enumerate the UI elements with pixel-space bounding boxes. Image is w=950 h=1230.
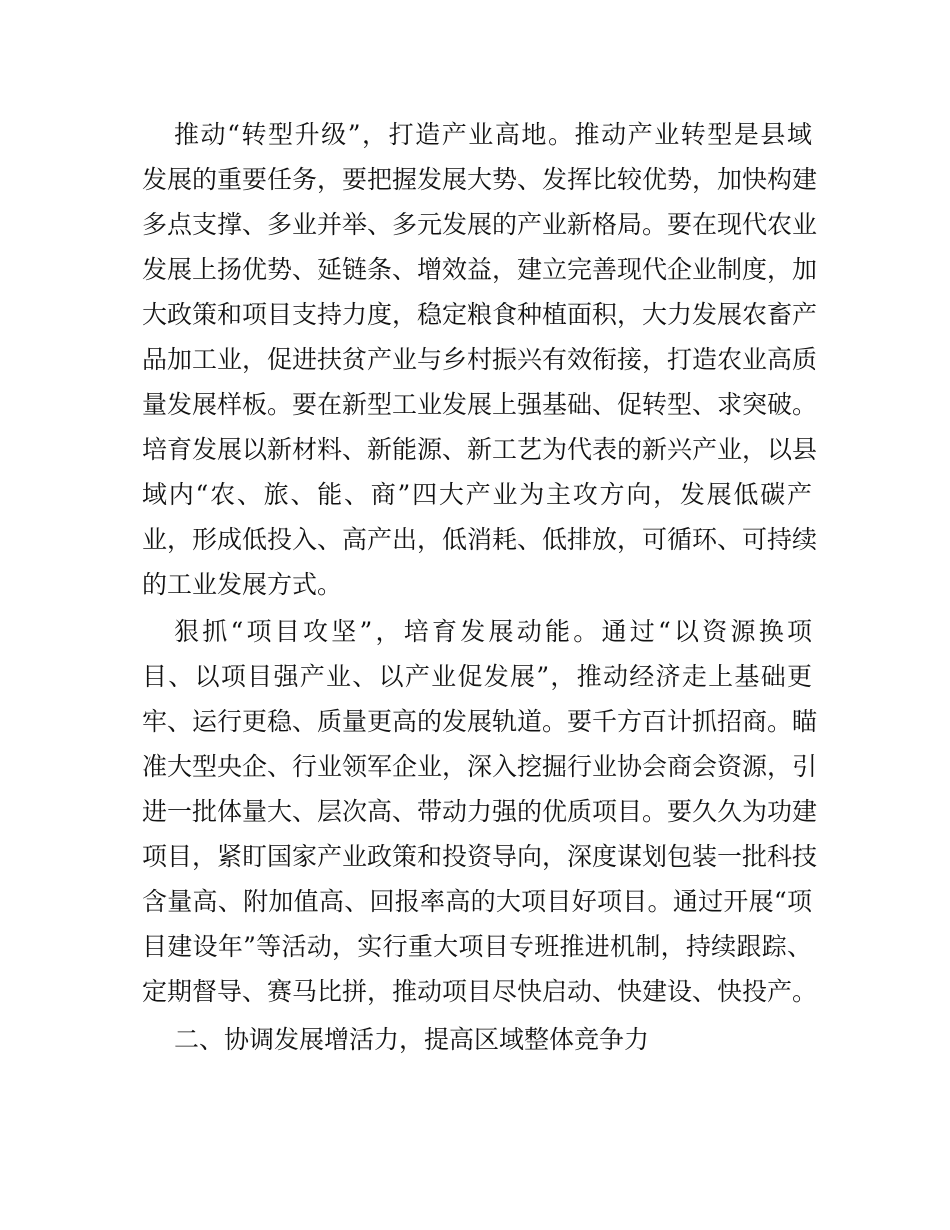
paragraph-line: 品加工业，促进扶贫产业与乡村振兴有效衔接，打造农业高质 — [142, 345, 818, 374]
paragraph-line: 推动“转型升级”，打造产业高地。推动产业转型是县域 — [174, 120, 812, 149]
section-heading: 二、协调发展增活力，提高区域整体竞争力 — [174, 1025, 650, 1054]
paragraph-line: 定期督导、赛马比拼，推动项目尽快启动、快建设、快投产。 — [142, 977, 818, 1006]
paragraph-line: 培育发展以新材料、新能源、新工艺为代表的新兴产业，以县 — [142, 435, 818, 464]
paragraph-line: 大政策和项目支持力度，稳定粮食种植面积，大力发展农畜产 — [142, 300, 818, 329]
paragraph-line: 目、以项目强产业、以产业促发展”，推动经济走上基础更 — [142, 662, 812, 691]
paragraph-line: 项目，紧盯国家产业政策和投资导向，深度谋划包装一批科技 — [142, 842, 818, 871]
paragraph-line: 量发展样板。要在新型工业发展上强基础、促转型、求突破。 — [142, 390, 818, 419]
paragraph-line: 域内“农、旅、能、商”四大产业为主攻方向，发展低碳产 — [142, 480, 812, 509]
paragraph-line: 发展的重要任务，要把握发展大势、发挥比较优势，加快构建 — [142, 165, 818, 194]
paragraph-line: 狠抓“项目攻坚”，培育发展动能。通过“以资源换项 — [174, 617, 812, 646]
paragraph-line: 多点支撑、多业并举、多元发展的产业新格局。要在现代农业 — [142, 210, 818, 239]
paragraph-line: 含量高、附加值高、回报率高的大项目好项目。通过开展“项 — [142, 887, 812, 916]
paragraph-line: 的工业发展方式。 — [142, 570, 343, 599]
paragraph-line: 牢、运行更稳、质量更高的发展轨道。要千方百计抓招商。瞄 — [142, 707, 818, 736]
paragraph-line: 发展上扬优势、延链条、增效益，建立完善现代企业制度，加 — [142, 255, 818, 284]
paragraph-line: 业，形成低投入、高产出，低消耗、低排放，可循环、可持续 — [142, 525, 818, 554]
paragraph-line: 准大型央企、行业领军企业，深入挖掘行业协会商会资源，引 — [142, 752, 818, 781]
paragraph-line: 目建设年”等活动，实行重大项目专班推进机制，持续跟踪、 — [142, 932, 812, 961]
paragraph-line: 进一批体量大、层次高、带动力强的优质项目。要久久为功建 — [142, 797, 818, 826]
